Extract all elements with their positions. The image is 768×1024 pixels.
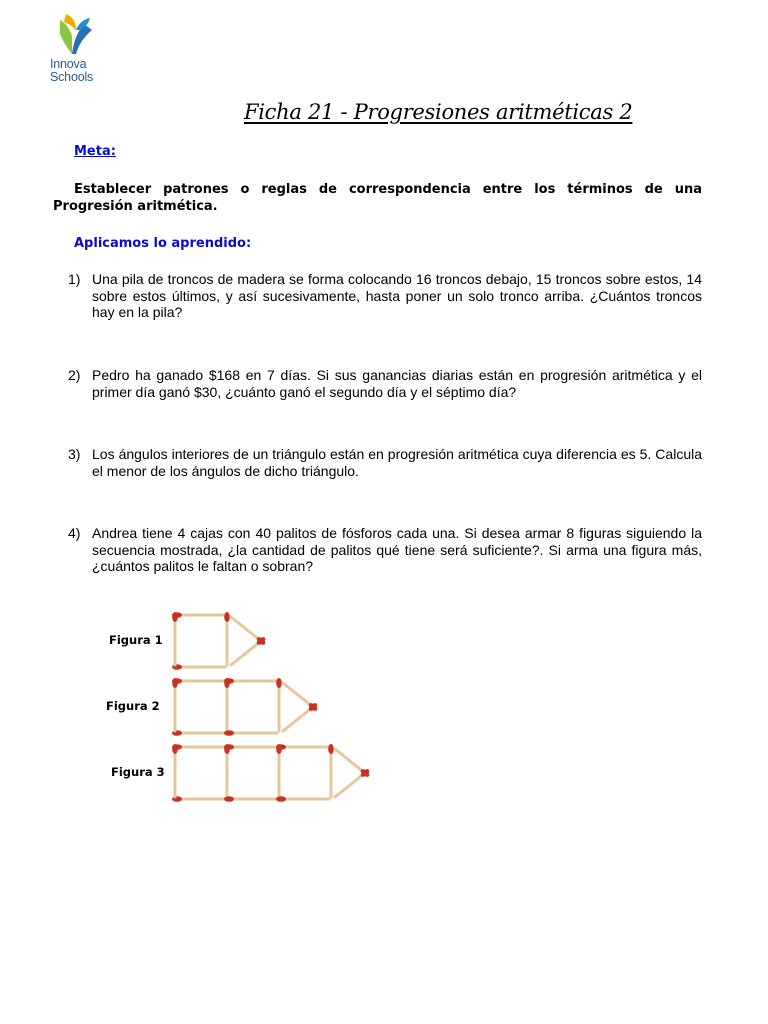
matchstick (224, 678, 230, 731)
problem-number: 4) (68, 525, 81, 541)
section-label: Aplicamos lo aprendido: (74, 236, 252, 251)
matchstick (224, 744, 277, 750)
matchstick (276, 796, 329, 802)
problem-text: Una pila de troncos de madera se forma colocando 16 troncos debajo, 15 troncos sobre estos, 14 sobre estos últimos, y así sucesivamente, hasta poner un solo tronco arriba. ¿Cuántos troncos hay en la pila? (92, 271, 702, 320)
matchstick (224, 796, 277, 802)
problem-number: 1) (68, 271, 81, 287)
logo-text (50, 58, 120, 84)
problem-2 (68, 367, 702, 400)
problem-4 (68, 525, 702, 575)
problem-number: 3) (68, 446, 81, 462)
matchstick (172, 612, 178, 665)
matchstick (224, 678, 277, 684)
matchstick (172, 730, 225, 736)
matchstick (276, 744, 282, 797)
matchstick (172, 612, 225, 618)
goal-text: Establecer patrones o reglas de correspondencia entre los términos de una Progresión aritmética. (53, 182, 702, 214)
matchstick (224, 730, 277, 736)
problem-1 (68, 271, 702, 321)
matchstick (172, 678, 178, 731)
matchstick (283, 702, 319, 731)
matchstick (231, 636, 267, 665)
figure-1-label: Figura 1 (109, 633, 163, 647)
matchstick (172, 678, 225, 684)
problem-text: Andrea tiene 4 cajas con 40 palitos de fósforos cada una. Si desea armar 8 figuras siguiendo la secuencia mostrada, ¿la cantidad de palitos qué tiene será suficiente?. Si arma una figura más, ¿cuántos palitos le faltan o sobran? (92, 525, 702, 574)
school-logo (46, 12, 106, 88)
matchstick (328, 744, 334, 797)
goal-label: Meta: (74, 144, 116, 159)
figure-2-label: Figura 2 (106, 699, 160, 713)
matchstick (172, 796, 225, 802)
matchstick-drawing (100, 605, 380, 810)
matchstick (335, 768, 371, 797)
problem-3 (68, 446, 702, 479)
innova-schools-logo-icon (54, 14, 98, 56)
matchstick (224, 612, 230, 665)
matchstick-figures (100, 605, 380, 810)
matchstick (224, 744, 230, 797)
logo-text-line1: Innova (50, 57, 87, 71)
page-title: Ficha 21 - Progresiones aritméticas 2 (244, 100, 633, 124)
matchstick (276, 744, 329, 750)
problem-text: Pedro ha ganado $168 en 7 días. Si sus ganancias diarias están en progresión aritmética y el primer día ganó $30, ¿cuánto ganó el segundo día y el séptimo día? (92, 367, 702, 400)
problem-number: 2) (68, 367, 81, 383)
matchstick (276, 678, 282, 731)
problem-text: Los ángulos interiores de un triángulo están en progresión aritmética cuya diferencia es 5. Calcula el menor de los ángulos de dicho triángulo. (92, 446, 702, 479)
matchstick (172, 744, 178, 797)
figure-3-label: Figura 3 (111, 765, 165, 779)
matchstick (172, 664, 225, 670)
logo-text-line2: Schools (50, 70, 94, 84)
matchstick (172, 744, 225, 750)
